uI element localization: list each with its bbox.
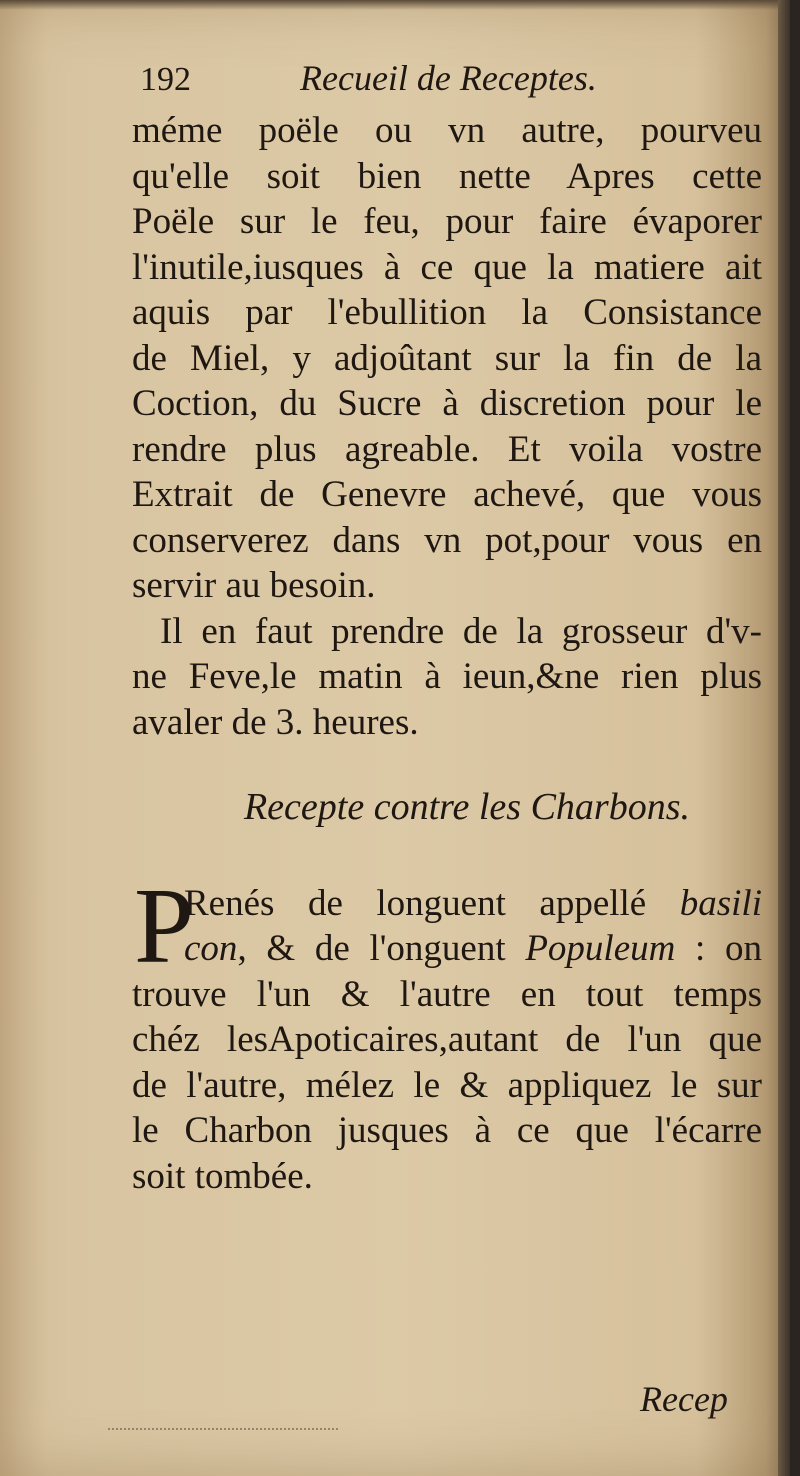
catchword: Recep: [640, 1379, 728, 1419]
paragraph-2: [132, 609, 762, 746]
text-line: méme poële ou vn autre, pourveu: [132, 110, 762, 151]
text-line: de l'autre, mélez le & appliquez le sur: [132, 1064, 762, 1106]
page-text: [132, 56, 762, 1199]
italic-word: con: [184, 928, 238, 969]
page-header: [132, 56, 762, 108]
text-line: servir au besoin.: [132, 565, 376, 606]
text-line: qu'elle soit bien nette Apres cette: [132, 155, 762, 197]
italic-word: basili: [679, 882, 762, 924]
section-title: Recepte contre les Charbons.: [243, 786, 691, 828]
paragraph-1: [132, 108, 762, 609]
text-line: soit tombée.: [132, 1155, 313, 1197]
text-line: aquis par l'ebullition la Consistance: [132, 292, 762, 333]
text-line: [132, 881, 762, 927]
italic-word: Populeum: [525, 928, 676, 969]
text-line: le Charbon jusques à ce que l'écarre: [132, 1110, 762, 1151]
text-line: [132, 926, 762, 972]
text-fragment: : on: [675, 928, 763, 969]
text-line: Poële sur le feu, pour faire évaporer: [132, 201, 762, 242]
paragraph-3: [132, 866, 763, 1200]
text-line: conserverez dans vn pot,pour vous en: [132, 519, 762, 561]
drop-cap: P: [134, 866, 195, 986]
text-line: Il en faut prendre de la grosseur d'v-: [160, 610, 762, 652]
text-fragment: Renés de longuent appellé: [184, 882, 680, 924]
text-fragment: , & de l'onguent: [237, 928, 526, 969]
page-gutter: [778, 0, 790, 1476]
text-line: Coction, du Sucre à discretion pour le: [132, 383, 762, 424]
text-line: chéz lesApoticaires,autant de l'un que: [132, 1019, 762, 1060]
dotted-rule: [108, 1428, 338, 1432]
text-line: de Miel, y adjoûtant sur la fin de la: [132, 337, 762, 379]
text-line: rendre plus agreable. Et voila vostre: [132, 428, 762, 470]
text-line: avaler de 3. heures.: [132, 701, 419, 743]
text-line: l'inutile,iusques à ce que la matiere ait: [132, 246, 762, 288]
page-top-edge: [0, 0, 790, 10]
text-line: trouve l'un & l'autre en tout temps: [132, 973, 762, 1015]
text-line: Extrait de Genevre achevé, que vous: [132, 474, 762, 515]
page-number: 192: [140, 61, 191, 98]
text-line: ne Feve,le matin à ieun,&ne rien plus: [132, 656, 762, 697]
running-title: Recueil de Receptes.: [300, 58, 597, 98]
